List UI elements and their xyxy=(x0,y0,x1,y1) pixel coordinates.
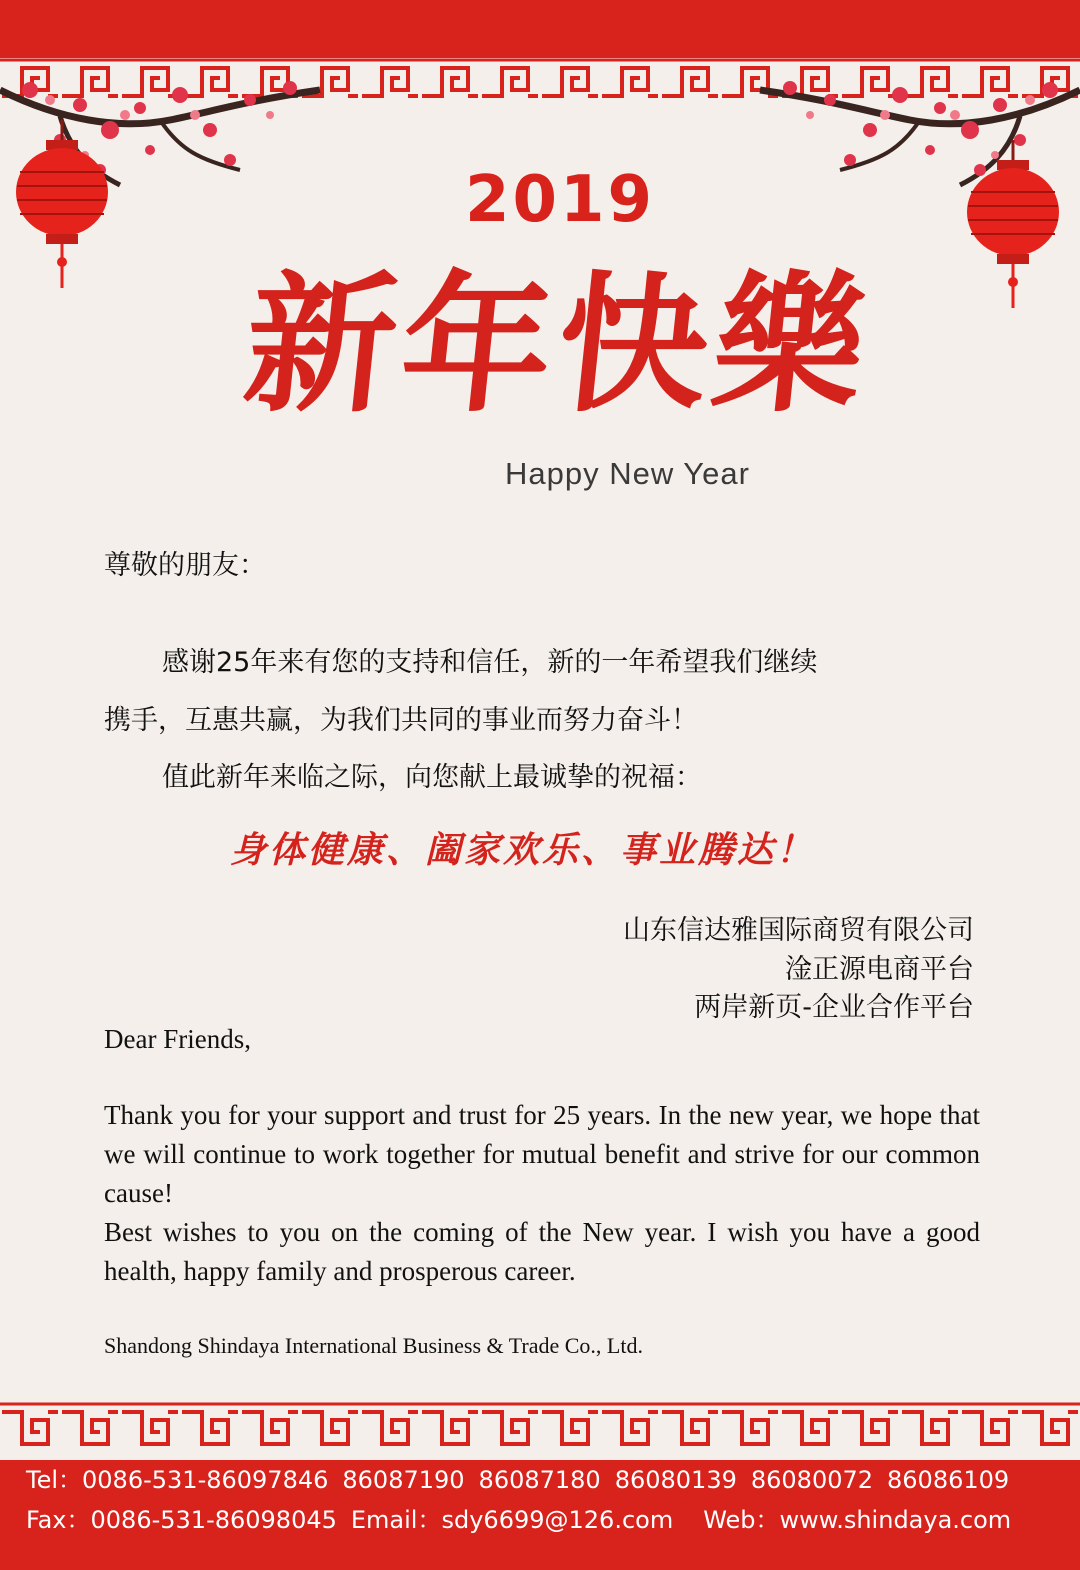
web-link[interactable]: www.shindaya.com xyxy=(779,1506,1012,1534)
paragraph-cn-2: 值此新年来临之际，向您献上最诚挚的祝福： xyxy=(162,762,702,793)
blessing-calligraphy: 身体健康、阖家欢乐、事业腾达！ xyxy=(230,829,816,871)
greeting-cn: 尊敬的朋友： xyxy=(104,550,266,581)
email-label: Email： xyxy=(350,1506,442,1534)
paragraph-en-1: Thank you for your support and trust for 25 years. In the new year, we hope that we will continue to work together for mutual benefit and strive for our common cause! xyxy=(104,1100,980,1208)
tel-label: Tel： xyxy=(26,1466,83,1494)
web-label: Web： xyxy=(703,1506,780,1534)
tel-number[interactable]: 0086-531-86097846 xyxy=(82,1466,329,1494)
signature-platform-cn: 淦正源电商平台 xyxy=(785,954,974,985)
tel-number[interactable]: 86086109 xyxy=(887,1466,1010,1494)
signature-company-cn: 山东信达雅国际商贸有限公司 xyxy=(623,915,974,946)
red-lantern-right-icon xyxy=(965,140,1061,310)
top-red-band xyxy=(0,0,1080,58)
paragraph-en-2: Best wishes to you on the coming of the New year. I wish you have a good health, happy family and prosperous career. xyxy=(104,1217,980,1286)
title-calligraphy-cn: 新年快樂 xyxy=(236,257,880,433)
tel-number[interactable]: 86087180 xyxy=(478,1466,601,1494)
bottom-fret-border xyxy=(0,1400,1080,1460)
tel-number[interactable]: 86087190 xyxy=(342,1466,465,1494)
signature-cooperation-cn: 两岸新页-企业合作平台 xyxy=(694,992,974,1023)
tel-number[interactable]: 86080139 xyxy=(614,1466,737,1494)
paragraph-cn-1-line-1: 感谢25年来有您的支持和信任，新的一年希望我们继续 xyxy=(162,647,818,678)
signature-company-en: Shandong Shindaya International Business & Trade Co., Ltd. xyxy=(104,1333,643,1358)
email-link[interactable]: sdy6699@126.com xyxy=(441,1506,674,1534)
title-happy-new-year: Happy New Year xyxy=(505,456,750,491)
footer-fax-line xyxy=(26,1502,1011,1538)
footer-tel-line xyxy=(26,1462,1009,1498)
tel-number[interactable]: 86080072 xyxy=(750,1466,874,1494)
greeting-en: Dear Friends, xyxy=(104,1024,251,1054)
fax-label: Fax： xyxy=(26,1506,91,1534)
fax-number[interactable]: 0086-531-86098045 xyxy=(90,1506,337,1534)
red-lantern-left-icon xyxy=(14,120,110,290)
paragraph-cn-1-line-2: 携手，互惠共赢，为我们共同的事业而努力奋斗！ xyxy=(104,705,698,736)
year-heading: 2019 xyxy=(464,163,656,237)
